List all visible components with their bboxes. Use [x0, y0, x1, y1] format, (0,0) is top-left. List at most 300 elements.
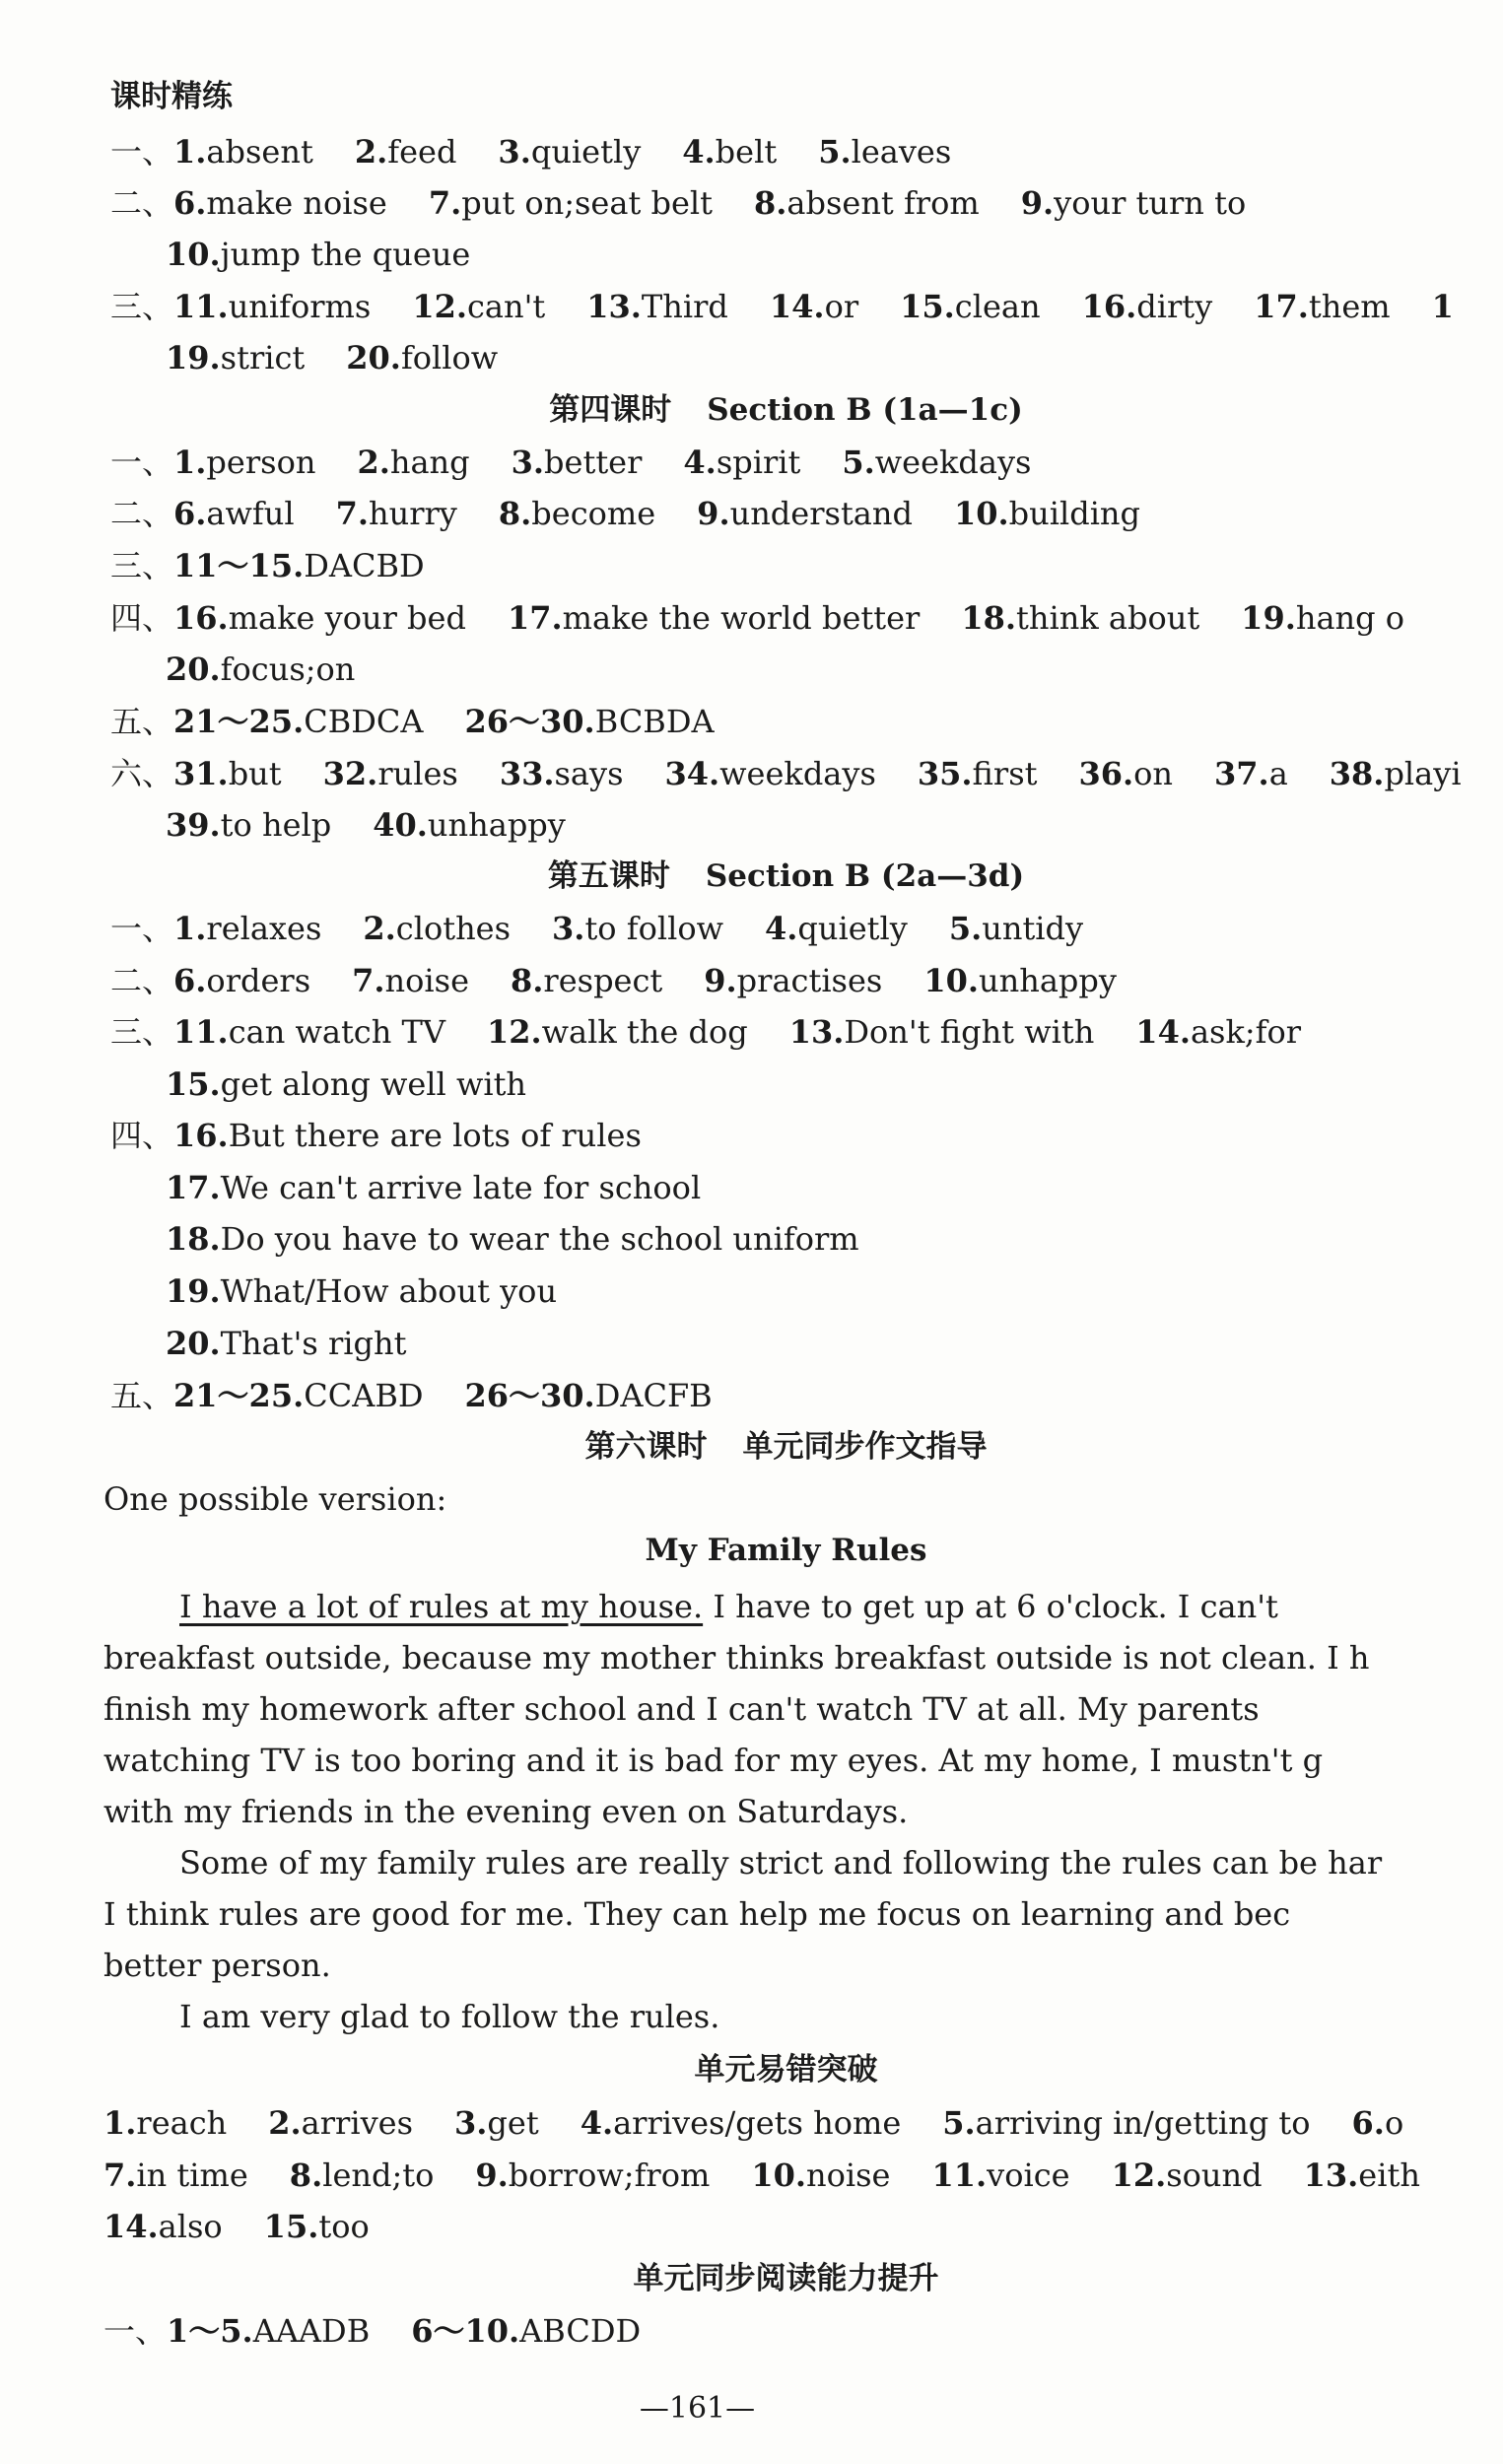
answer-number: 3. [511, 444, 545, 481]
answer-number: 7. [335, 495, 369, 532]
heading-title: 第六课时 [584, 1429, 708, 1465]
answer-number: 33. [499, 755, 555, 792]
answer-item [770, 287, 858, 326]
answer-item [512, 443, 643, 482]
line-prefix: 五、 [110, 1377, 174, 1414]
answer-text: What/How about you [220, 1272, 558, 1310]
section-heading-6 [89, 1427, 1483, 1467]
answer-item [173, 494, 295, 533]
answer-item [498, 132, 641, 171]
answer-text: make the world better [562, 599, 921, 637]
answer-item [412, 287, 545, 326]
answer-text: strict [220, 339, 306, 376]
answer-text: awful [206, 495, 295, 532]
answer-text: unhappy [427, 806, 566, 844]
answer-line [166, 650, 396, 689]
answer-text: playi [1384, 755, 1462, 792]
answer-item [173, 598, 466, 638]
answer-text: arrives/gets home [613, 2104, 902, 2142]
answer-line [110, 546, 466, 585]
answer-number: 10. [953, 495, 1009, 532]
answer-number: 7. [428, 184, 462, 222]
answer-number: 8. [498, 495, 532, 532]
topic-sentence: I have a lot of rules at my house. [179, 1588, 704, 1625]
answer-item [173, 183, 387, 223]
answer-number: 2. [268, 2104, 302, 2142]
answer-text: to follow [584, 910, 723, 947]
answer-number: 13. [1303, 2156, 1359, 2194]
answer-text: better [544, 444, 643, 481]
answer-number: 2. [357, 444, 390, 481]
answer-text: arriving in/getting to [975, 2104, 1311, 2142]
answer-number: 10. [923, 962, 979, 999]
answer-line [103, 2311, 682, 2351]
answer-item [173, 909, 321, 948]
answer-text: clothes [395, 910, 512, 947]
answer-text: first [972, 755, 1038, 792]
answer-number: 7. [103, 2156, 137, 2194]
section-heading-reading: 单元同步阅读能力提升 [633, 2261, 939, 2296]
answer-text: ask;for [1190, 1013, 1302, 1051]
answer-text: lend;to [322, 2156, 435, 2194]
answer-item [1254, 287, 1390, 326]
answer-item [373, 805, 566, 845]
answer-line [110, 702, 756, 741]
answer-text: too [318, 2208, 370, 2245]
answer-item [1135, 1012, 1301, 1052]
answer-number: 19. [1241, 599, 1296, 637]
answer-item [166, 235, 470, 274]
answer-item [942, 2103, 1310, 2143]
answer-item [173, 546, 425, 585]
line-prefix: 二、 [110, 495, 174, 532]
line-prefix: 二、 [110, 184, 174, 222]
answer-number: 15. [263, 2208, 319, 2245]
answer-item [1330, 754, 1462, 793]
answer-item [789, 1012, 1095, 1052]
answer-item [508, 598, 920, 638]
answer-text: to help [220, 806, 332, 844]
answer-item [931, 2156, 1069, 2195]
answer-text: That's right [220, 1325, 407, 1362]
answer-item [166, 650, 355, 689]
answer-number: 39. [166, 806, 221, 844]
answer-item [346, 338, 498, 377]
answer-text: absent [206, 133, 313, 171]
answer-number: 37. [1214, 755, 1269, 792]
answer-text: Third [641, 288, 728, 325]
answer-number: 6. [1351, 2104, 1385, 2142]
answer-item [323, 754, 458, 793]
answer-item [173, 132, 313, 171]
answer-text: understand [729, 495, 913, 532]
answer-text: says [554, 755, 624, 792]
answer-number: 15. [166, 1065, 221, 1103]
answer-text: make noise [206, 184, 387, 222]
answer-number: 5. [842, 444, 875, 481]
section-heading-5 [89, 856, 1483, 896]
answer-number: 19. [166, 339, 221, 376]
answer-item [1432, 287, 1454, 326]
answer-number: 15. [900, 288, 955, 325]
answer-item [552, 909, 723, 948]
line-prefix: 三、 [110, 1013, 174, 1051]
essay-intro: One possible version: [103, 1480, 447, 1518]
answer-text: Don't fight with [844, 1013, 1095, 1051]
answer-item [290, 2156, 435, 2195]
answer-text: your turn to [1054, 184, 1247, 222]
line-prefix: 一、 [110, 444, 174, 481]
answer-number: 14. [769, 288, 825, 325]
answer-item [954, 494, 1140, 533]
answer-number: 16. [173, 599, 229, 637]
answer-text: but [228, 755, 282, 792]
answer-number: 11. [931, 2156, 988, 2194]
answer-text: ABCDD [519, 2312, 642, 2350]
answer-line [110, 598, 1446, 638]
answer-item [1352, 2103, 1404, 2143]
answer-line [103, 2103, 1445, 2143]
answer-text: DACFB [594, 1377, 713, 1414]
answer-text: CCABD [304, 1377, 424, 1414]
answer-text: untidy [982, 910, 1084, 947]
answer-text: person [206, 444, 316, 481]
answer-item [352, 961, 469, 1000]
answer-number: 8. [511, 962, 544, 999]
answer-text: jump the queue [220, 236, 471, 273]
answer-number: 35. [917, 755, 973, 792]
line-prefix: 一、 [110, 133, 174, 171]
answer-number: 12. [412, 288, 467, 325]
answer-item [704, 961, 882, 1000]
answer-number: 26～30. [464, 703, 595, 740]
answer-item [1304, 2156, 1420, 2195]
answer-item [357, 443, 469, 482]
answer-number: 1. [173, 444, 207, 481]
heading-sub: 单元同步作文指导 [742, 1429, 988, 1465]
answer-number: 12. [486, 1013, 542, 1051]
answer-text: arrives [301, 2104, 413, 2142]
answer-item [411, 2311, 641, 2351]
answer-number: 4. [683, 444, 717, 481]
answer-item [1021, 183, 1247, 223]
answer-line [166, 235, 512, 274]
answer-text: BCBDA [594, 703, 715, 740]
answer-text: become [531, 495, 656, 532]
answer-number: 18. [961, 599, 1016, 637]
answer-item [336, 494, 457, 533]
answer-line [166, 1271, 598, 1311]
answer-number: 10. [751, 2156, 806, 2194]
answer-text: a [1268, 755, 1288, 792]
section-heading-errors: 单元易错突破 [694, 2052, 878, 2088]
answer-text: hang [389, 444, 470, 481]
answer-line [110, 1116, 683, 1155]
answer-item [355, 132, 457, 171]
answer-number: 9. [697, 495, 730, 532]
answer-number: 16. [1081, 288, 1137, 325]
answer-line [166, 1324, 447, 1363]
answer-item [475, 2156, 710, 2195]
essay-line: watching TV is too boring and it is bad for my eyes. At my home, I mustn't g [103, 1742, 1324, 1779]
answer-text: hang o [1295, 599, 1405, 637]
answer-text: AAADB [252, 2312, 371, 2350]
answer-number: 8. [289, 2156, 323, 2194]
answer-item [918, 754, 1038, 793]
answer-text: eith [1358, 2156, 1420, 2194]
answer-text: borrow;from [508, 2156, 711, 2194]
answer-number: 20. [166, 650, 221, 688]
answer-item [949, 909, 1083, 948]
answer-line [110, 961, 1158, 1000]
answer-text: walk the dog [541, 1013, 748, 1051]
answer-item [1214, 754, 1288, 793]
section-heading-4 [89, 390, 1483, 430]
answer-item [103, 2156, 248, 2195]
answer-item [166, 1219, 859, 1259]
answer-text: focus;on [220, 650, 356, 688]
answer-item [166, 1064, 526, 1104]
answer-item [454, 2103, 539, 2143]
answer-number: 6～10. [411, 2312, 520, 2350]
answer-line [110, 1376, 754, 1415]
answer-number: 17. [166, 1169, 221, 1206]
answer-text: belt [715, 133, 778, 171]
answer-text: think about [1016, 599, 1200, 637]
answer-number: 4. [682, 133, 716, 171]
answer-number: 5. [942, 2104, 976, 2142]
answer-number: 40. [373, 806, 428, 844]
answer-number: 34. [664, 755, 720, 792]
line-prefix: 三、 [110, 547, 174, 584]
answer-number: 5. [818, 133, 852, 171]
answer-text: get [487, 2104, 539, 2142]
answer-number: 9. [1020, 184, 1055, 222]
answer-text: noise [384, 962, 469, 999]
answer-item [487, 1012, 748, 1052]
answer-number: 3. [454, 2104, 488, 2142]
answer-number: 1～5. [167, 2312, 253, 2350]
answer-line [166, 1168, 742, 1207]
answer-number: 6. [173, 184, 207, 222]
answer-number: 20. [166, 1325, 221, 1362]
answer-item [765, 909, 908, 948]
heading-title: 第四课时 [549, 392, 672, 428]
answer-number: 21～25. [173, 1377, 305, 1414]
answer-item [103, 2207, 223, 2246]
answer-item [842, 443, 1031, 482]
answer-item [900, 287, 1040, 326]
answer-item [268, 2103, 413, 2143]
answer-item [103, 2103, 227, 2143]
answer-line [110, 287, 1495, 326]
answer-item [1078, 754, 1173, 793]
answer-text: in time [136, 2156, 248, 2194]
answer-number: 2. [354, 133, 388, 171]
answer-item [697, 494, 913, 533]
answer-number: 12. [1111, 2156, 1167, 2194]
answer-number: 4. [764, 910, 798, 947]
answer-number: 14. [103, 2208, 159, 2245]
answer-item [664, 754, 875, 793]
answer-text: orders [206, 962, 311, 999]
answer-number: 1. [103, 2104, 137, 2142]
line-prefix: 四、 [110, 1117, 174, 1154]
answer-text: CBDCA [304, 703, 424, 740]
answer-text: absent from [786, 184, 980, 222]
answer-text: put on;seat belt [461, 184, 713, 222]
answer-text: We can't arrive late for school [220, 1169, 702, 1206]
answer-line [166, 338, 539, 377]
answer-number: 18. [166, 1220, 221, 1258]
answer-item [961, 598, 1199, 638]
answer-number: 11. [173, 288, 229, 325]
answer-text: noise [805, 2156, 891, 2194]
answer-text: But there are lots of rules [228, 1117, 642, 1154]
answer-number: 1. [173, 910, 207, 947]
answer-line [103, 2156, 1462, 2195]
answer-item [166, 1324, 406, 1363]
answer-item [173, 287, 371, 326]
essay-text: I have to get up at 6 o'clock. I can't [703, 1588, 1278, 1625]
answer-item [683, 443, 800, 482]
answer-line [103, 2207, 411, 2246]
answer-text: uniforms [228, 288, 372, 325]
answer-text: weekdays [874, 444, 1032, 481]
essay-title: My Family Rules [645, 1533, 927, 1568]
answer-text: rules [377, 755, 458, 792]
answer-item [173, 1376, 423, 1415]
answer-number: 2. [363, 910, 396, 947]
answer-item [754, 183, 980, 223]
heading-sub: Section B (2a—3d) [705, 858, 1025, 894]
answer-number: 32. [322, 755, 378, 792]
answer-item [166, 805, 331, 845]
answer-line [110, 183, 1287, 223]
essay-line: Some of my family rules are really strict and following the rules can be har [179, 1844, 1383, 1882]
answer-item [166, 1271, 557, 1311]
answer-item [173, 702, 423, 741]
page-number: —161— [639, 2391, 756, 2426]
answer-item [173, 443, 315, 482]
answer-number: 13. [788, 1013, 845, 1051]
essay-line: breakfast outside, because my mother thinks breakfast outside is not clean. I h [103, 1639, 1370, 1677]
answer-number: 13. [586, 288, 642, 325]
answer-number: 36. [1078, 755, 1134, 792]
essay-line [179, 1581, 1480, 1632]
answer-number: 16. [173, 1117, 229, 1154]
answer-text: spirit [716, 444, 801, 481]
answer-number: 3. [552, 910, 585, 947]
answer-item [166, 338, 305, 377]
answer-item [173, 1012, 445, 1052]
essay-line: finish my homework after school and I can't watch TV at all. My parents [103, 1690, 1260, 1728]
answer-number: 14. [1135, 1013, 1191, 1051]
answer-item [166, 1168, 701, 1207]
answer-text: make your bed [228, 599, 466, 637]
answer-text: voice [987, 2156, 1070, 2194]
answer-number: 21～25. [173, 703, 305, 740]
answer-text: or [824, 288, 859, 325]
answer-text: sound [1166, 2156, 1263, 2194]
answer-text: dirty [1136, 288, 1213, 325]
answer-line [110, 494, 1182, 533]
answer-line [166, 1064, 568, 1104]
answer-number: 6. [173, 962, 207, 999]
answer-item [1082, 287, 1213, 326]
answer-text: can't [466, 288, 546, 325]
answer-text: clean [954, 288, 1041, 325]
answer-text: reach [136, 2104, 228, 2142]
answer-number: 17. [1254, 288, 1309, 325]
answer-item [173, 754, 282, 793]
answer-item [923, 961, 1117, 1000]
line-prefix: 三、 [110, 288, 174, 325]
essay-line: I am very glad to follow the rules. [179, 1998, 720, 2035]
answer-text: weekdays [719, 755, 876, 792]
answer-line [166, 805, 607, 845]
answer-text: Do you have to wear the school uniform [220, 1220, 859, 1258]
answer-text: building [1008, 495, 1141, 532]
heading-sub: Section B (1a—1c) [707, 392, 1023, 428]
answer-number: 5. [948, 910, 983, 947]
answer-number: 6. [173, 495, 207, 532]
answer-number: 17. [507, 599, 563, 637]
answer-text: DACBD [304, 547, 425, 584]
answer-number: 20. [346, 339, 401, 376]
answer-number: 31. [173, 755, 229, 792]
answer-text: unhappy [979, 962, 1117, 999]
answer-number: 9. [475, 2156, 509, 2194]
answer-item [499, 494, 655, 533]
answer-item [464, 1376, 712, 1415]
answer-item [173, 961, 310, 1000]
answer-text: can watch TV [228, 1013, 445, 1051]
answer-line [166, 1219, 901, 1259]
answer-text: quietly [797, 910, 908, 947]
answer-text: get along well with [220, 1065, 527, 1103]
answer-item [751, 2156, 890, 2195]
answer-text: follow [400, 339, 499, 376]
answer-text: practises [736, 962, 883, 999]
answer-number: 19. [166, 1272, 221, 1310]
answer-item [818, 132, 951, 171]
essay-line: with my friends in the evening even on Saturdays. [103, 1793, 909, 1830]
answer-number: 38. [1329, 755, 1385, 792]
answer-text: feed [387, 133, 457, 171]
answer-line [110, 132, 992, 171]
answer-number: 7. [352, 962, 385, 999]
answer-item [173, 1116, 642, 1155]
answer-number: 10. [166, 236, 221, 273]
essay-line: I think rules are good for me. They can help me focus on learning and bec [103, 1895, 1291, 1933]
line-prefix: 二、 [110, 962, 174, 999]
answer-number: 4. [580, 2104, 614, 2142]
line-prefix: 一、 [103, 2312, 168, 2350]
answer-item [363, 909, 511, 948]
answer-item [581, 2103, 902, 2143]
answer-number: 3. [498, 133, 531, 171]
answer-item [500, 754, 624, 793]
answer-item [586, 287, 728, 326]
line-prefix: 五、 [110, 703, 174, 740]
answer-item [464, 702, 714, 741]
answer-number: 11～15. [173, 547, 305, 584]
answer-number: 9. [704, 962, 737, 999]
answer-line [110, 909, 1125, 948]
answer-line [110, 1012, 1342, 1052]
line-prefix: 一、 [110, 910, 174, 947]
